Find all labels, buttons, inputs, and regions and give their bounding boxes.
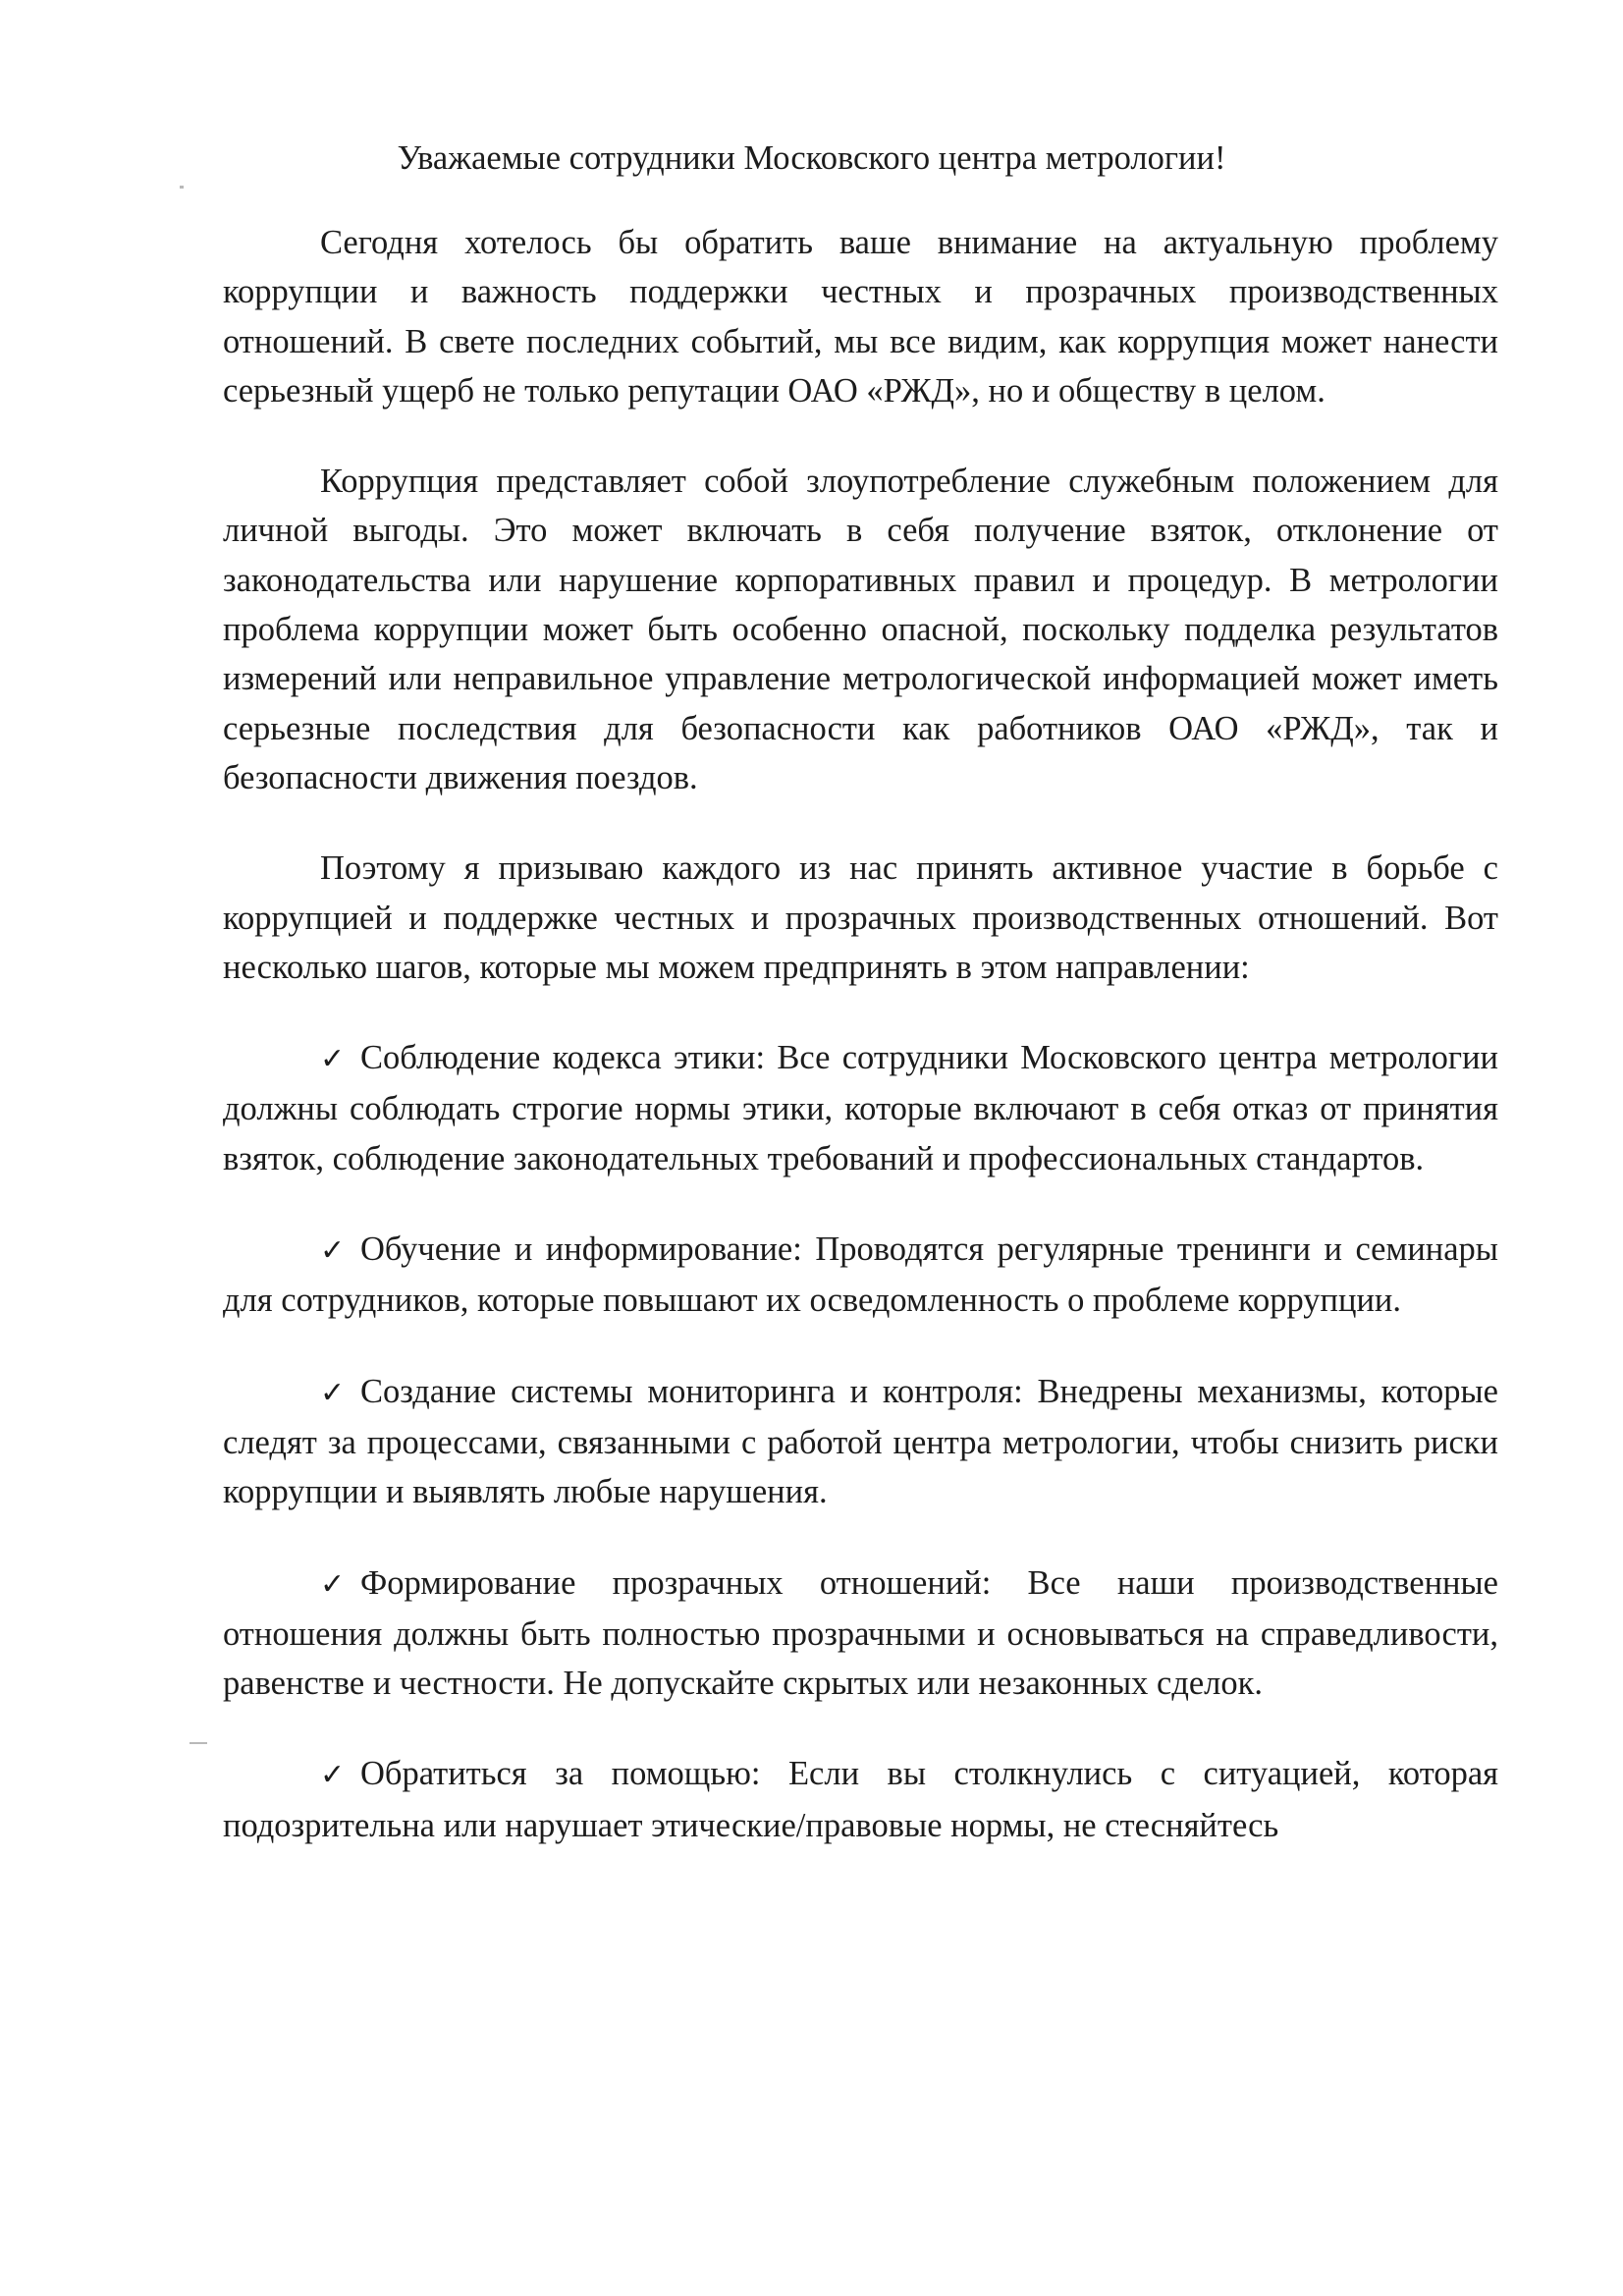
checkmark-icon: ✓ <box>320 1566 346 1602</box>
checklist-item-text: Обучение и информирование: Проводятся регулярные тренинги и семинары для сотрудников, которые повышают их осведомленность о проблеме коррупции. <box>223 1230 1498 1320</box>
scan-speck <box>180 186 184 189</box>
paragraph: Поэтому я призываю каждого из нас принять активное участие в борьбе с коррупцией и поддержке честных и прозрачных производственных отношений. Вот несколько шагов, которые мы можем предпринять в этом направлении: <box>223 849 1498 986</box>
checklist-item-text: Обратиться за помощью: Если вы столкнулись с ситуацией, которая подозрительна или нарушает этические/правовые нормы, не стесняйтесь <box>223 1755 1498 1844</box>
checklist-item <box>223 1749 1498 1850</box>
checkmark-icon: ✓ <box>320 1233 346 1269</box>
checkmark-icon: ✓ <box>320 1375 346 1410</box>
checkmark-icon: ✓ <box>320 1042 346 1077</box>
checklist-item <box>223 1367 1498 1517</box>
checkmark-icon: ✓ <box>320 1758 346 1793</box>
paragraph: Сегодня хотелось бы обратить ваше внимание на актуальную проблему коррупции и важность поддержки честных и прозрачных производственных отношений. В свете последних событий, мы все видим, как коррупция может нанести серьезный ущерб не только репутации ОАО «РЖД», но и обществу в целом. <box>223 224 1498 410</box>
checklist-item <box>223 1033 1498 1183</box>
checklist-item <box>223 1558 1498 1709</box>
checklist-item-text: Создание системы мониторинга и контроля: Внедрены механизмы, которые следят за процессами, связанными с работой центра метрологии, чтобы снизить риски коррупции и выявлять любые нарушения. <box>223 1372 1498 1511</box>
letter-title: Уважаемые сотрудники Московского центра метрологии! <box>397 139 1226 177</box>
letter-body <box>223 218 1498 1891</box>
checklist-item-text: Соблюдение кодекса этики: Все сотрудники Московского центра метрологии должны соблюдать строгие нормы этики, которые включают в себя отказ от принятия взяток, соблюдение законодательных требований и профессиональных стандартов. <box>223 1039 1498 1177</box>
checklist-item-text: Формирование прозрачных отношений: Все наши производственные отношения должны быть полностью прозрачными и основываться на справедливости, равенстве и честности. Не допускайте скрытых или незаконных сделок. <box>223 1563 1498 1703</box>
checklist-item <box>223 1225 1498 1326</box>
scan-speck <box>189 1742 207 1744</box>
paragraph: Коррупция представляет собой злоупотребление служебным положением для личной выгоды. Это может включать в себя получение взяток, отклонение от законодательства или нарушение корпоративных правил и процедур. В метрологии проблема коррупции может быть особенно опасной, поскольку подделка результатов измерений или неправильное управление метрологической информацией может иметь серьезные последствия для безопасности как работников ОАО «РЖД», так и безопасности движения поездов. <box>223 463 1498 796</box>
